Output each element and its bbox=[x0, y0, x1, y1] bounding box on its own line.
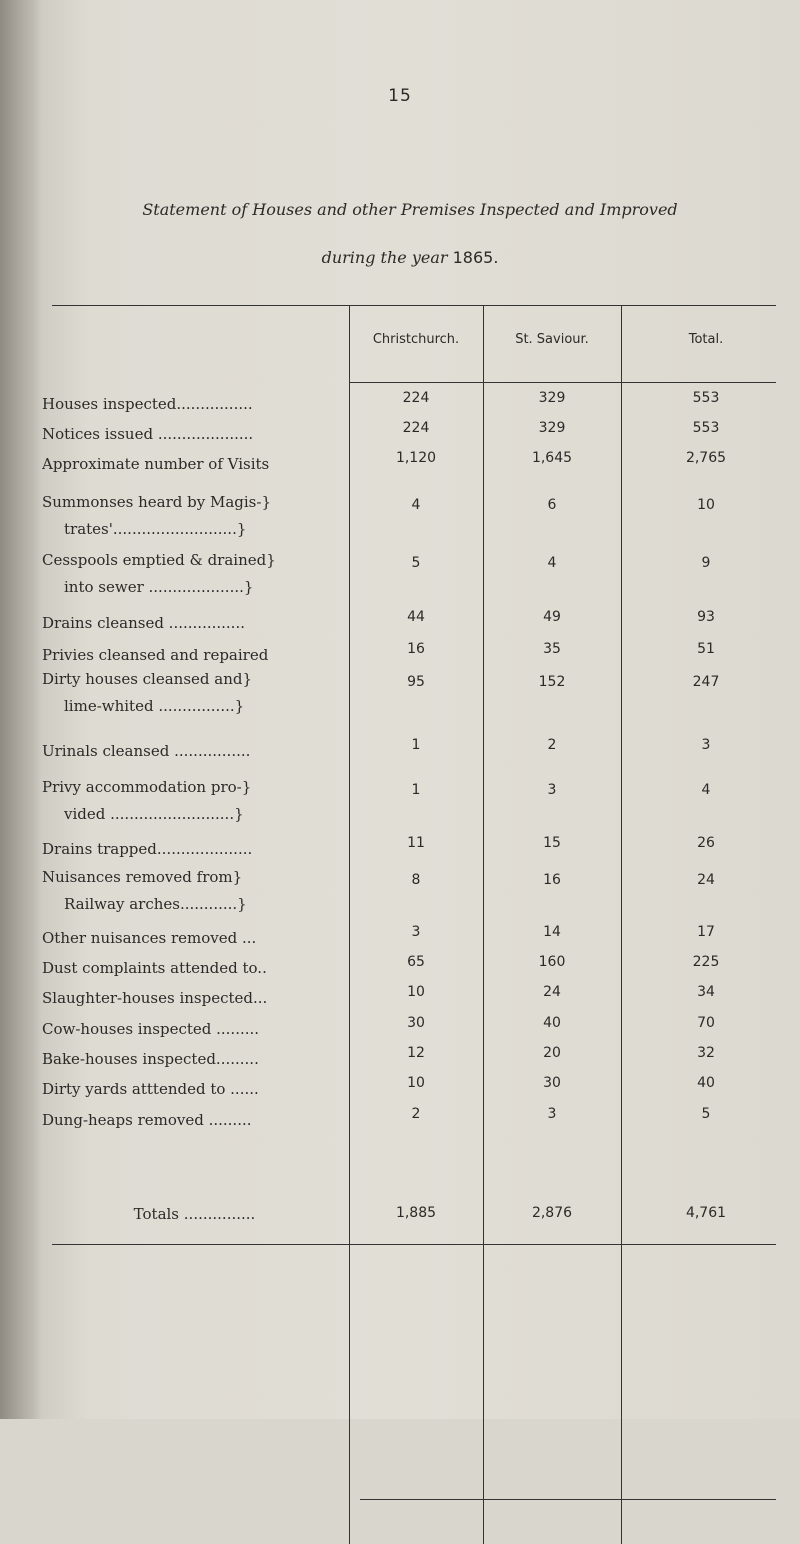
row-label bbox=[42, 666, 347, 720]
cell-total: 2,765 bbox=[685, 450, 727, 466]
row-label bbox=[42, 642, 347, 669]
row-label bbox=[42, 1016, 347, 1043]
cell-st-saviour: 49 bbox=[543, 609, 561, 625]
sum-rule bbox=[360, 1499, 776, 1500]
row-label bbox=[42, 1076, 347, 1103]
cell-total: 4 bbox=[701, 782, 711, 798]
row-label bbox=[42, 1107, 347, 1134]
cell-st-saviour: 30 bbox=[543, 1075, 561, 1091]
cell-st-saviour: 3 bbox=[547, 1106, 557, 1122]
row-label-line: Dirty yards atttended to ...... bbox=[42, 1080, 259, 1098]
cell-christchurch: 16 bbox=[407, 641, 425, 657]
cell-st-saviour: 20 bbox=[543, 1045, 561, 1061]
row-label-line: Summonses heard by Magis-} bbox=[42, 493, 271, 511]
cell-christchurch: 12 bbox=[407, 1045, 425, 1061]
table-heading-line2 bbox=[40, 248, 780, 267]
row-label-line: Urinals cleansed ................ bbox=[42, 742, 251, 760]
cell-christchurch: 1 bbox=[411, 737, 421, 753]
cell-st-saviour: 1,645 bbox=[531, 450, 573, 466]
row-label bbox=[42, 610, 347, 637]
row-label-line: Privy accommodation pro-} bbox=[42, 778, 252, 796]
row-label-line: Dung-heaps removed ......... bbox=[42, 1111, 252, 1129]
cell-st-saviour: 6 bbox=[547, 497, 557, 513]
row-label-line: Privies cleansed and repaired bbox=[42, 646, 269, 664]
cell-christchurch: 95 bbox=[407, 674, 425, 690]
row-label-line: Drains cleansed ................ bbox=[42, 614, 245, 632]
cell-st-saviour: 24 bbox=[543, 984, 561, 1000]
cell-christchurch: 44 bbox=[407, 609, 425, 625]
row-label-line: Slaughter-houses inspected... bbox=[42, 989, 268, 1007]
cell-total: 26 bbox=[697, 835, 715, 851]
cell-total: 3 bbox=[701, 737, 711, 753]
cell-christchurch: 65 bbox=[407, 954, 425, 970]
cell-christchurch: 10 bbox=[407, 984, 425, 1000]
cell-christchurch: 4 bbox=[411, 497, 421, 513]
cell-total: 70 bbox=[697, 1015, 715, 1031]
row-label-line: Drains trapped.................... bbox=[42, 840, 253, 858]
cell-st-saviour: 152 bbox=[538, 674, 566, 690]
cell-christchurch: 8 bbox=[411, 872, 421, 888]
totals-total: 4,761 bbox=[685, 1205, 727, 1221]
cell-christchurch: 11 bbox=[407, 835, 425, 851]
cell-total: 10 bbox=[697, 497, 715, 513]
cell-total: 24 bbox=[697, 872, 715, 888]
row-label bbox=[42, 421, 347, 448]
row-label bbox=[42, 391, 347, 418]
row-label-line: Dust complaints attended to.. bbox=[42, 959, 267, 977]
column-header-christchurch: Christchurch. bbox=[372, 332, 460, 347]
row-label-line: Cow-houses inspected ......... bbox=[42, 1020, 260, 1038]
column-header-st-saviour: St. Saviour. bbox=[515, 332, 589, 347]
row-label bbox=[42, 451, 347, 478]
totals-st-saviour: 2,876 bbox=[531, 1205, 573, 1221]
row-label-line: Railway arches............} bbox=[64, 895, 247, 913]
row-label-line: Other nuisances removed ... bbox=[42, 929, 257, 947]
row-label-line: Houses inspected................ bbox=[42, 395, 253, 413]
cell-st-saviour: 329 bbox=[538, 390, 566, 406]
cell-total: 247 bbox=[692, 674, 720, 690]
table-heading-line1: Statement of Houses and other Premises Inspected and Improved bbox=[142, 200, 678, 219]
cell-total: 93 bbox=[697, 609, 715, 625]
row-label bbox=[42, 738, 347, 765]
row-label-line: Dirty houses cleansed and} bbox=[42, 670, 253, 688]
row-label-line: lime-whited ................} bbox=[64, 697, 245, 715]
row-label bbox=[42, 864, 347, 918]
totals-label: Totals ............... bbox=[133, 1205, 256, 1223]
cell-st-saviour: 35 bbox=[543, 641, 561, 657]
heading-text: during the year bbox=[321, 248, 448, 267]
cell-christchurch: 5 bbox=[411, 555, 421, 571]
row-label bbox=[42, 836, 347, 863]
binding-gutter bbox=[0, 0, 42, 1419]
row-label-line: Bake-houses inspected......... bbox=[42, 1050, 259, 1068]
cell-st-saviour: 14 bbox=[543, 924, 561, 940]
cell-st-saviour: 160 bbox=[538, 954, 566, 970]
cell-st-saviour: 329 bbox=[538, 420, 566, 436]
cell-total: 40 bbox=[697, 1075, 715, 1091]
cell-total: 5 bbox=[701, 1106, 711, 1122]
row-label bbox=[42, 489, 347, 543]
cell-christchurch: 2 bbox=[411, 1106, 421, 1122]
cell-christchurch: 3 bbox=[411, 924, 421, 940]
cell-total: 32 bbox=[697, 1045, 715, 1061]
row-label-line: trates'..........................} bbox=[64, 520, 247, 538]
row-label-line: Approximate number of Visits bbox=[42, 455, 270, 473]
cell-st-saviour: 2 bbox=[547, 737, 557, 753]
column-header-total: Total. bbox=[688, 332, 724, 347]
cell-christchurch: 1,120 bbox=[395, 450, 437, 466]
row-label bbox=[42, 925, 347, 952]
cell-total: 225 bbox=[692, 954, 720, 970]
page-number: 15 bbox=[388, 86, 412, 106]
cell-christchurch: 1 bbox=[411, 782, 421, 798]
row-label-line: Nuisances removed from} bbox=[42, 868, 243, 886]
cell-christchurch: 10 bbox=[407, 1075, 425, 1091]
heading-year: 1865. bbox=[452, 248, 499, 267]
header-bottom-rule bbox=[350, 382, 776, 383]
cell-st-saviour: 40 bbox=[543, 1015, 561, 1031]
cell-total: 51 bbox=[697, 641, 715, 657]
cell-st-saviour: 3 bbox=[547, 782, 557, 798]
cell-total: 34 bbox=[697, 984, 715, 1000]
cell-total: 9 bbox=[701, 555, 711, 571]
row-label-line: vided ..........................} bbox=[64, 805, 244, 823]
cell-total: 17 bbox=[697, 924, 715, 940]
cell-st-saviour: 15 bbox=[543, 835, 561, 851]
table-top-rule bbox=[52, 305, 776, 306]
row-label bbox=[42, 1046, 347, 1073]
cell-christchurch: 30 bbox=[407, 1015, 425, 1031]
row-label-line: Notices issued .................... bbox=[42, 425, 254, 443]
row-label bbox=[42, 955, 347, 982]
cell-st-saviour: 16 bbox=[543, 872, 561, 888]
row-label bbox=[42, 774, 347, 828]
row-label-line: into sewer ....................} bbox=[64, 578, 254, 596]
cell-total: 553 bbox=[692, 420, 720, 436]
totals-christchurch: 1,885 bbox=[395, 1205, 437, 1221]
cell-christchurch: 224 bbox=[402, 420, 430, 436]
row-label bbox=[42, 547, 347, 601]
cell-total: 553 bbox=[692, 390, 720, 406]
cell-st-saviour: 4 bbox=[547, 555, 557, 571]
cell-christchurch: 224 bbox=[402, 390, 430, 406]
table-bottom-rule bbox=[52, 1244, 776, 1245]
row-label-line: Cesspools emptied & drained} bbox=[42, 551, 276, 569]
row-label bbox=[42, 985, 347, 1012]
